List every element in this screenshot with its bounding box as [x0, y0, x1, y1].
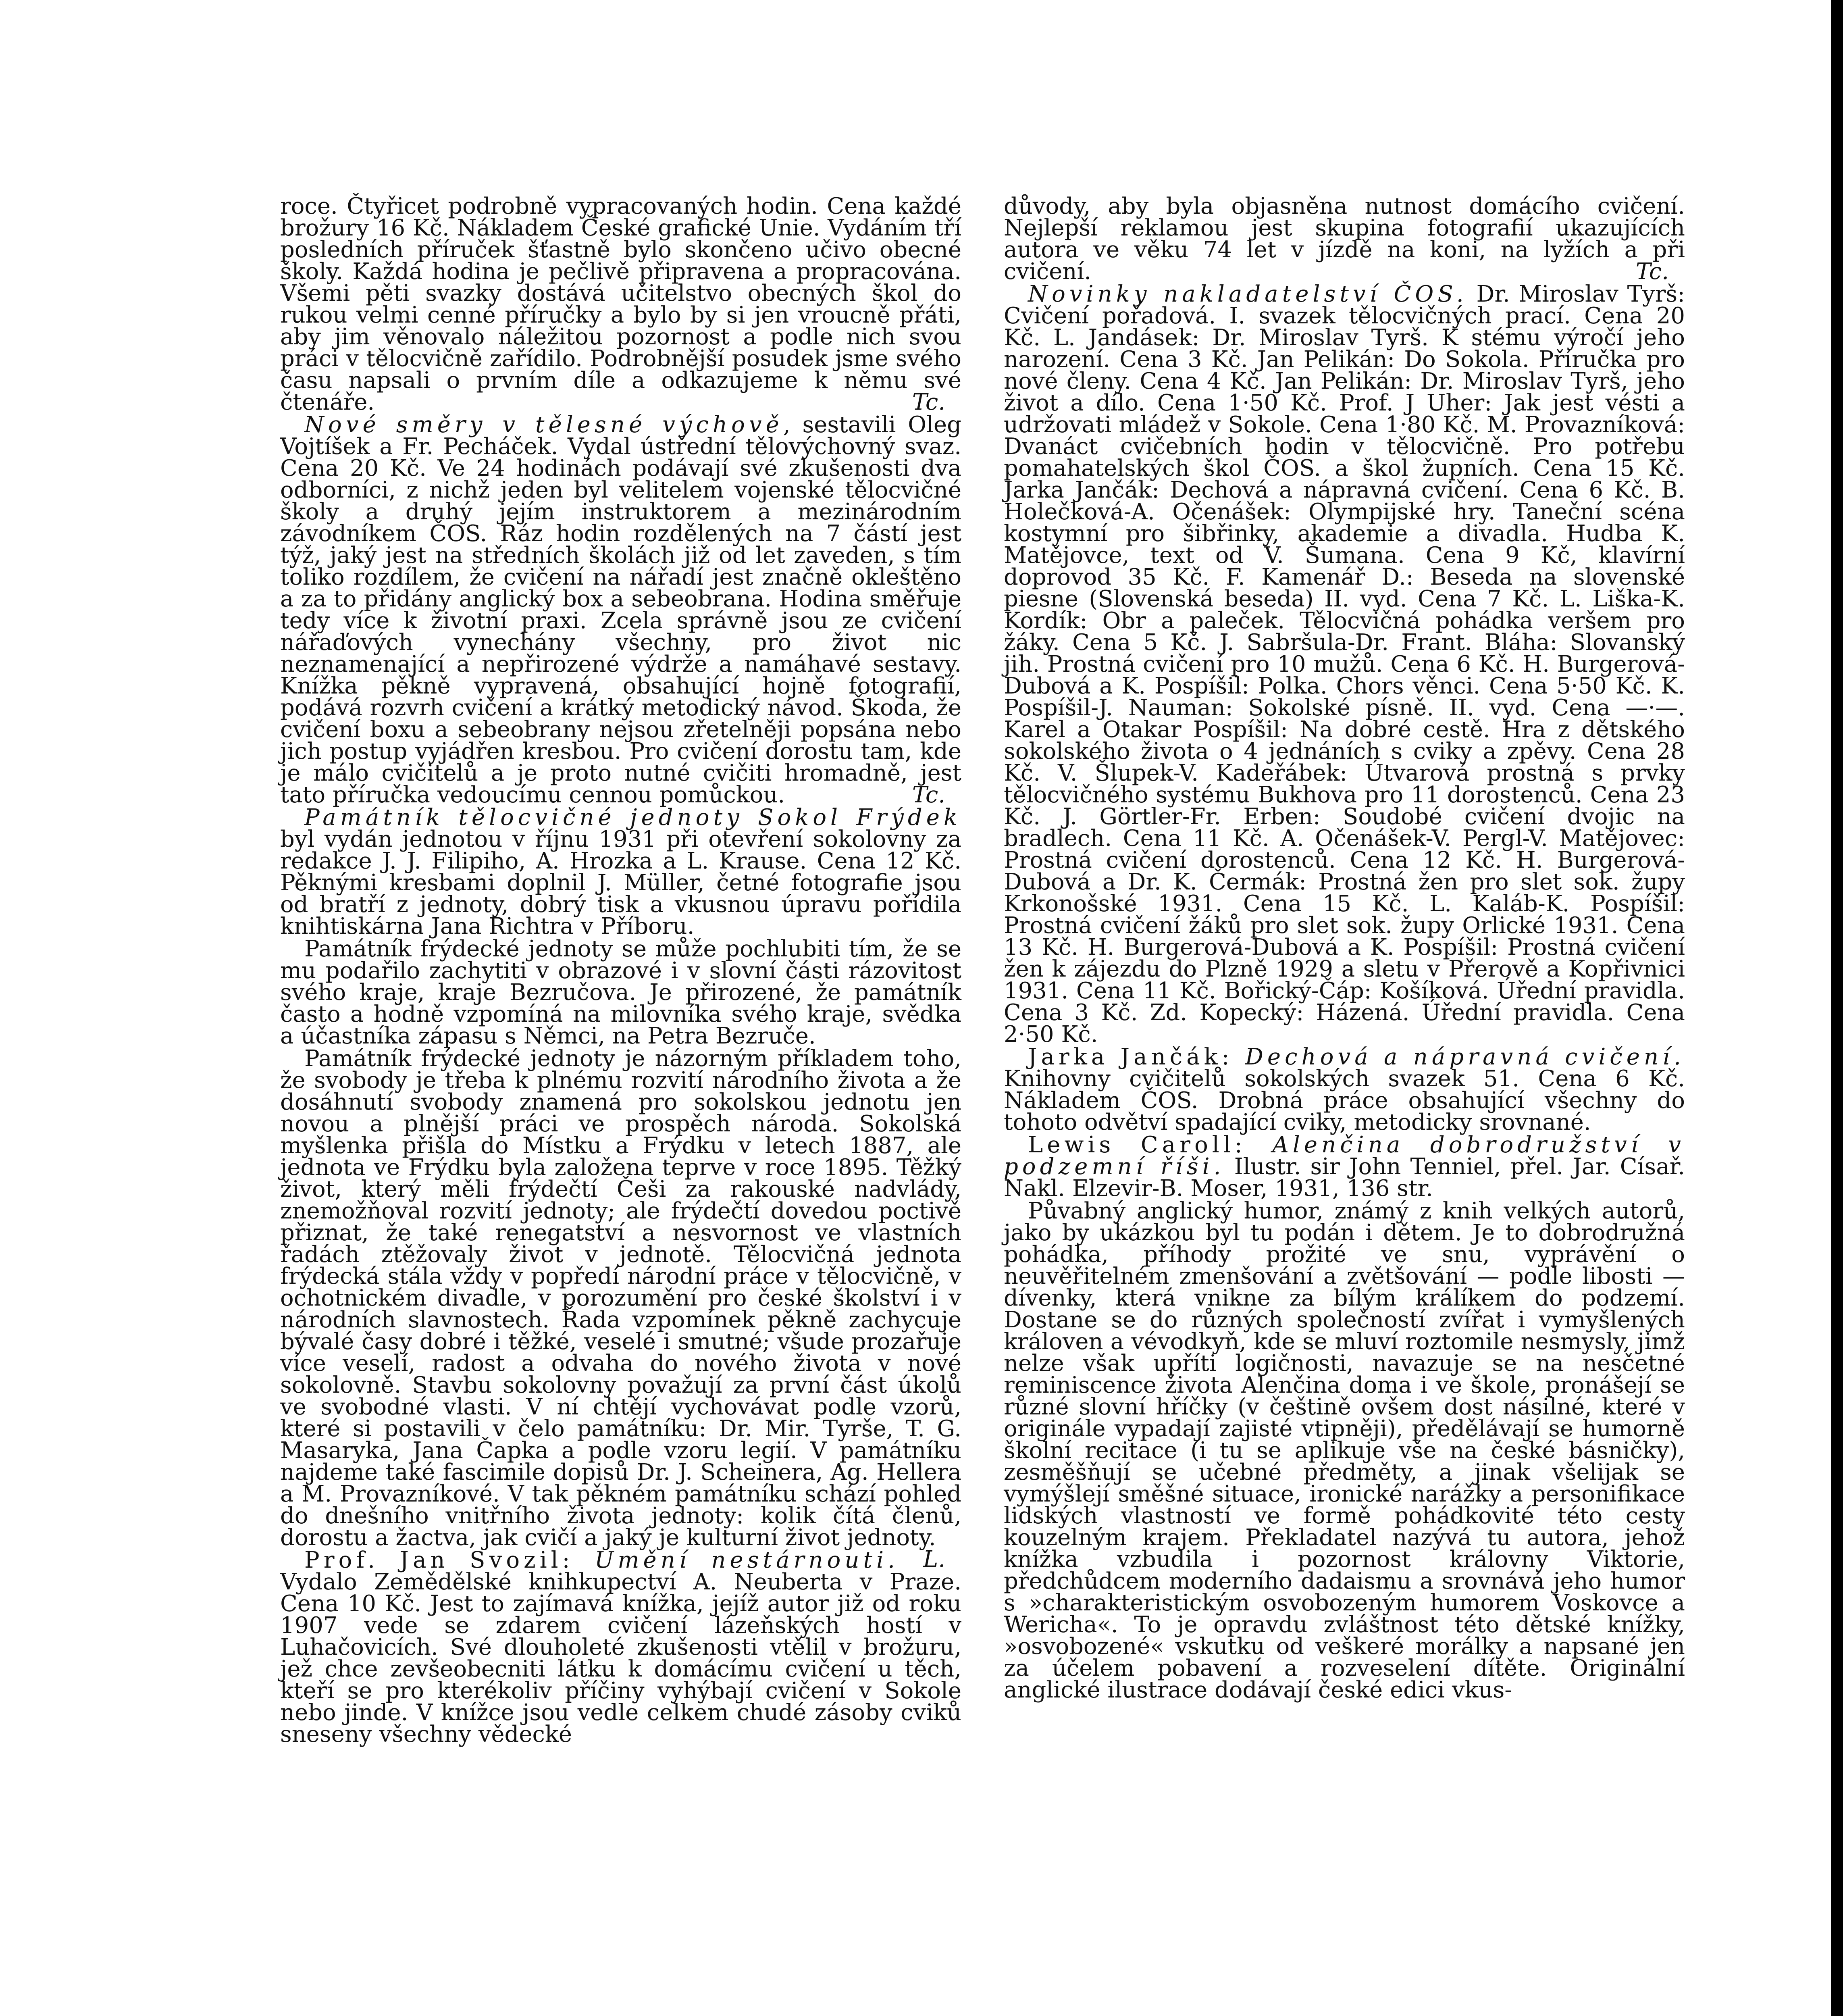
left-column: [280, 193, 961, 1747]
book-author: Prof. Jan Svozil:: [304, 1547, 595, 1573]
review-entry: Prof. Jan Svozil: Umění nestárnouti. Vydalo Zemědělské knihkupectví A. Neuberta v Praze. Cena 10 Kč. Jest to zajímavá knížka, jejíž autor již od roku 1907 vede se zdarem cvičení lázeňských hostí v Luhačovicích. Své dlouholeté zkušenosti vtělil v brožuru, jež chce zevšeobecniti látku k domácímu cvičení u těch, kteří se pro kterékoliv příčiny vyhýbají cvičení v Sokole nebo jinde. V knížce jsou vedle celkem chudé zásoby cviků sneseny všechny vědecké: [280, 1547, 961, 1747]
page-edge-right: [1831, 0, 1843, 2016]
right-column: [1004, 193, 1685, 1703]
book-title: Nové směry v tělesné výchově: [304, 412, 783, 438]
review-entry: Jarka Jančák: Dechová a nápravná cvičení. Knihovny cvičitelů sokolských svazek 51. Cena 6 Kč. Nákladem ČOS. Drobná práce obsahující všechny do tohoto odvětví spadající cviky, metodicky srovnané.: [1004, 1044, 1685, 1135]
review-text: důvody, aby byla objasněna nutnost domácího cvičení. Nejlepší reklamou jest skupina fotografií ukazujících autora ve věku 74 let v jízdě na koni, na lyžích a při cvičení. Tc.: [1004, 193, 1685, 285]
review-entry: Novinky nakladatelství ČOS. Dr. Miroslav Tyrš: Cvičení pořadová. I. svazek tělocvičných prací. Cena 20 Kč. L. Jandásek: Dr. Miroslav Tyrš. K stému výročí jeho narození. Cena 3 Kč. Jan Pelikán: Do Sokola. Příručka pro nové členy. Cena 4 Kč. Jan Pelikán: Dr. Miroslav Tyrš, jeho život a dílo. Cena 1·50 Kč. Prof. J Uher: Jak jest vésti a udržovati mládež v Sokole. Cena 1·80 Kč. M. Provazníková: Dvanáct cvičebních hodin v tělocvičně. Pro potřebu pomahatelských škol ČOS. a škol župních. Cena 15 Kč. Jarka Jančák: Dechová a nápravná cvičení. Cena 6 Kč. B. Holečková-A. Očenášek: Olympijské hry. Taneční scéna kostymní pro šibřinky, akademie a divadla. Hudba K. Matějovce, text od V. Šumana. Cena 9 Kč, klavírní doprovod 35 Kč. F. Kamenář D.: Beseda na slovenské piesne (Slovenská beseda) II. vyd. Cena 7 Kč. L. Liška-K. Kordík: Obr a paleček. Tělocvičná pohádka veršem pro žáky. Cena 5 Kč. J. Sabršula-Dr. Frant. Bláha: Slovanský jih. Prostná cvičení pro 10 mužů. Cena 6 Kč. H. Burgerová-Dubová a K. Pospíšil: Polka. Chors věnci. Cena 5·50 Kč. K. Pospíšil-J. Nauman: Sokolské písně. II. vyd. Cena —·—. Karel a Otakar Pospíšil: Na dobré cestě. Hra z dětského sokolského života o 4 jednáních s cviky a zpěvy. Cena 28 Kč. V. Šlupek-V. Kadeřábek: Útvarová prostná s prvky tělocvičného systému Bukhova pro 11 dorostenců. Cena 23 Kč. J. Görtler-Fr. Erben: Soudobé cvičení dvojic na bradlech. Cena 11 Kč. A. Očenášek-V. Pergl-V. Matějovec: Prostná cvičení dorostenců. Cena 12 Kč. H. Burgerová-Dubová a Dr. K. Čermák: Prostná žen pro slet sok. župy Krkonošské 1931. Cena 15 Kč. L. Kaláb-K. Pospíšil: Prostná cvičení žáků pro slet sok. župy Orlické 1931. Cena 13 Kč. H. Burgerová-Dubová a K. Pospíšil: Prostná cvičení žen k zájezdu do Plzně 1929 a sletu v Přerově a Kopřivnici 1931. Cena 11 Kč. Bořický-Čáp: Košíková. Úřední pravidla. Cena 3 Kč. Zd. Kopecký: Házená. Úřední pravidla. Cena 2·50 Kč.: [1004, 281, 1685, 1048]
book-title: Umění nestárnouti.: [595, 1547, 899, 1573]
book-title: Novinky nakladatelství ČOS.: [1028, 281, 1468, 307]
review-text: roce. Čtyřicet podrobně vypracovaných hodin. Cena každé brožury 16 Kč. Nákladem České grafické Unie. Vydáním tří posledních příruček šťastně bylo skončeno učivo obecné školy. Každá hodina je pečlivě připravena a propracována. Všemi pěti svazky dostává učitelstvo obecných škol do rukou velmi cenné příručky a bylo by si jen vroucně přáti, aby jim věnovalo náležitou pozornost a podle nich svou práci v tělocvičně zařídilo. Podrobnější posudek jsme svého času napsali o prvním díle a odkazujeme k němu své čtenáře. Tc.: [280, 193, 961, 415]
review-entry: Lewis Caroll: Alenčina dobrodružství v podzemní říši. Ilustr. sir John Tenniel, přel. Jar. Císař. Nakl. Elzevir-B. Moser, 1931, 136 str.: [1004, 1132, 1685, 1202]
book-author: Jarka Jančák:: [1028, 1044, 1245, 1070]
signature: Tc.: [912, 389, 945, 415]
book-title: Památník tělocvičné jednoty Sokol Frýdek: [304, 804, 961, 831]
book-author: Lewis Caroll:: [1028, 1132, 1273, 1158]
review-text: Půvabný anglický humor, známý z knih velkých autorů, jako by ukázkou byl tu podán i dětem. Je to dobrodružná pohádka, příhody prožité ve snu, vyprávění o neuvěřitelném zmenšování a zvětšování — podle libosti — dívenky, která vnikne za bílým králíkem do podzemí. Dostane se do různých společností zvířat i vymyšlených královen a vévodkyň, kde se mluví roztomile nesmysly, jimž nelze však upříti logičnosti, navazuje se na nesčetné reminiscence života Alenčina doma i ve škole, pronášejí se různé slovní hříčky (v češtině ovšem dost násilné, které v originále vypadají zajisté vtipněji), předělávají se humorně školní recitace (i tu se aplikuje vše na české básničky), zesměšňují se učebné předměty, a jinak všelijak se vymýšlejí směšné situace, ironické narážky a personifikace lidských vlastností ve formě pohádkovité této cesty kouzelným krajem. Překladatel nazývá tu autora, jehož knížka vzbudila i pozornost královny Viktorie, předchůdcem moderního dadaismu a srovnává jeho humor s »charakteristickým osvobozeným humorem Voskovce a Wericha«. To je opravdu zvláštnost této dětské knížky, »osvobozené« vskutku od veškeré morálky a napsané jen za účelem pobavení a rozveselení dítěte. Originální anglické ilustrace dodávají české edici vkus-: [1004, 1198, 1685, 1703]
signature: Tc.: [1635, 258, 1669, 285]
review-text: Památník frýdecké jednoty je názorným příkladem toho, že svobody je třeba k plnému rozvití národního života a že dosáhnutí svobody znamená pro sokolskou jednotu jen novou a plnější práci ve prospěch národa. Sokolská myšlenka přišla do Místku a Frýdku v letech 1887, ale jednota ve Frýdku byla založena teprve v roce 1895. Těžký život, který měli frýdečtí Češi za rakouské nadvlády, znemožňoval rozvití jednoty; ale frýdečtí dovedou poctivě přiznat, že také renegatství a nesvornost ve vlastních řadách ztěžovaly život v jednotě. Tělocvičná jednota frýdecká stála vždy v popředí národní práce v tělocvičně, v ochotnickém divadle, v porozumění pro české školství i v národních slavnostech. Řada vzpomínek pěkně zachycuje bývalé časy dobré i těžké, veselé i smutné; všude prozařuje více veselí, radost a odvaha do nového života v nové sokolovně. Stavbu sokolovny považují za první část úkolů ve svobodné vlasti. V ní chtějí vychovávat podle vzorů, které si postavili v čelo památníku: Dr. Mir. Tyrše, T. G. Masaryka, Jana Čapka a podle vzoru legií. V památníku najdeme také fascimile dopisů Dr. J. Scheinera, Ag. Hellera a M. Provazníkové. V tak pěkném památníku schází pohled do dnešního vnitřního života jednoty: kolik čítá členů, dorostu a žactva, jak cvičí a jaký je kulturní život jednoty. L.: [280, 1045, 961, 1572]
review-entry: Nové směry v tělesné výchově, sestavili Oleg Vojtíšek a Fr. Pecháček. Vydal ústřední tělovýchovný svaz. Cena 20 Kč. Ve 24 hodinách podávají své zkušenosti dva odborníci, z nichž jeden byl velitelem vojenské tělocvičné školy a druhý jejím instruktorem a mezinárodním závodníkem ČOS. Ráz hodin rozdělených na 7 částí jest týž, jaký jest na středních školách již od let zaveden, s tím toliko rozdílem, že cvičení na nářadí jest značně okleštěno a za to přidány anglický box a sebeobrana. Hodina směřuje tedy více k životní praxi. Zcela správně jsou ze cvičení nářaďových vynechány všechny, pro život nic neznamenající a nepřirozené výdrže a namáhavé sestavy. Knížka pěkně vypravená, obsahující hojně fotografií, podává rozvrh cvičení a krátký metodický návod. Škoda, že cvičení boxu a sebeobrany nejsou zřetelněji popsána nebo jich postup vyjádřen kresbou. Pro cvičení dorostu tam, kde je málo cvičitelů a je proto nutné cvičiti hromadně, jest tato příručka vedoucímu cennou pomůckou. Tc.: [280, 412, 961, 808]
signature: L.: [923, 1546, 945, 1572]
book-title: Dechová a nápravná cvičení.: [1245, 1044, 1685, 1070]
review-text: Památník frýdecké jednoty se může pochlubiti tím, že se mu podařilo zachytiti v obrazové i v slovní části rázovitost svého kraje, kraje Bezručova. Je přirozené, že památník často a hodně vzpomíná na milovníka svého kraje, svědka a účastníka zápasu s Němci, na Petra Bezruče.: [280, 936, 961, 1049]
book-title: Alenčina dobrodružství v podzemní říši.: [1004, 1132, 1685, 1180]
signature: Tc.: [912, 782, 945, 808]
review-entry: Památník tělocvičné jednoty Sokol Frýdek byl vydán jednotou v říjnu 1931 při otevření sokolovny za redakce J. J. Filipiho, A. Hrozka a L. Krause. Cena 12 Kč. Pěknými kresbami doplnil J. Müller, četné fotografie jsou od bratří z jednoty, dobrý tisk a vkusnou úpravu pořídila knihtiskárna Jana Richtra v Příboru.: [280, 804, 961, 939]
